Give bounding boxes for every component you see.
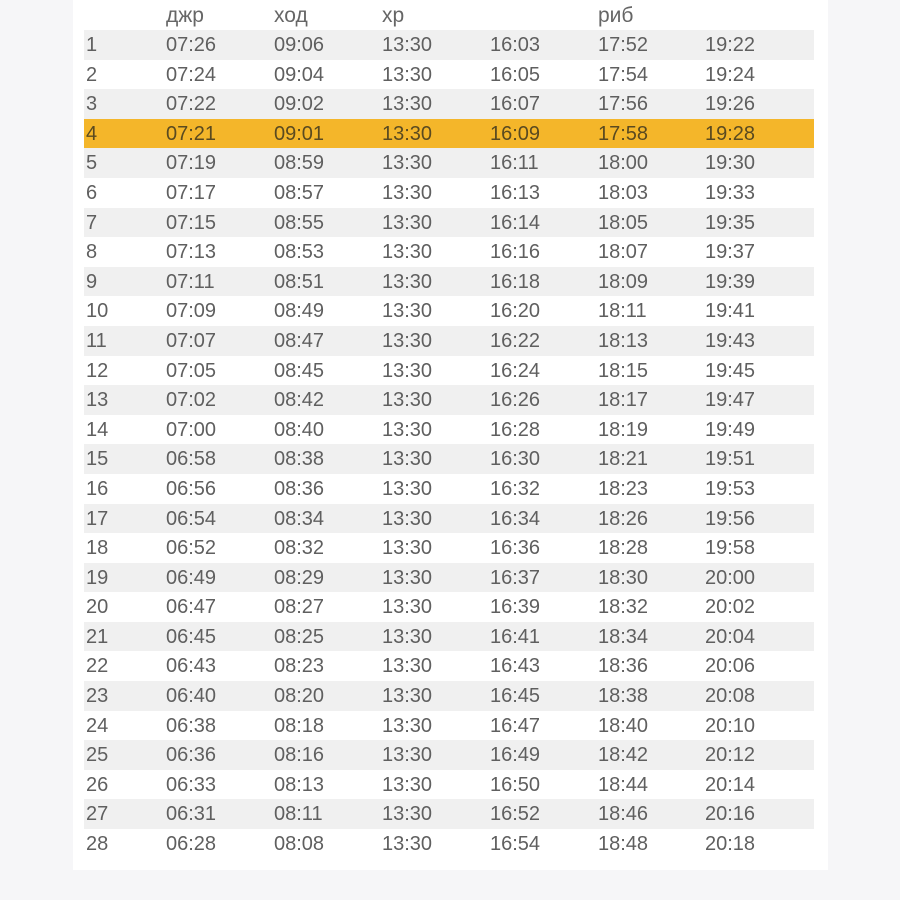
time-cell: 16:45	[490, 685, 541, 708]
time-cell: 13:30	[382, 211, 433, 234]
time-cell: 16:14	[490, 211, 541, 234]
time-cell: 13:30	[382, 477, 433, 500]
day-cell: 13	[86, 389, 109, 412]
time-cell: 18:07	[598, 241, 649, 264]
time-cell: 20:14	[705, 773, 756, 796]
time-cell: 08:49	[274, 300, 325, 323]
time-cell: 20:06	[705, 655, 756, 678]
time-cell: 07:26	[166, 34, 217, 56]
table-row	[84, 237, 814, 267]
time-cell: 07:09	[166, 300, 217, 323]
time-cell: 08:08	[274, 833, 325, 856]
time-cell: 18:36	[598, 655, 649, 678]
time-cell: 06:43	[166, 655, 217, 678]
table-row	[84, 592, 814, 622]
time-cell: 06:49	[166, 566, 217, 589]
time-cell: 08:40	[274, 418, 325, 441]
day-cell: 7	[86, 211, 98, 234]
time-cell: 18:32	[598, 596, 649, 619]
table-row	[84, 563, 814, 593]
time-cell: 16:36	[490, 537, 541, 560]
time-cell: 17:56	[598, 93, 649, 116]
time-cell: 08:18	[274, 714, 325, 737]
time-cell: 08:34	[274, 507, 325, 530]
time-cell: 20:02	[705, 596, 756, 619]
time-cell: 13:30	[382, 359, 433, 382]
time-cell: 16:03	[490, 34, 541, 56]
time-cell: 13:30	[382, 448, 433, 471]
time-cell: 16:50	[490, 773, 541, 796]
day-cell: 11	[86, 329, 107, 352]
table-row	[84, 60, 814, 90]
table-row	[84, 740, 814, 770]
time-cell: 08:45	[274, 359, 325, 382]
time-cell: 08:25	[274, 625, 325, 648]
day-cell: 12	[86, 359, 109, 382]
table-row	[84, 829, 814, 859]
header-col1: джр	[166, 4, 204, 27]
time-cell: 07:21	[166, 122, 217, 145]
time-cell: 16:13	[490, 181, 541, 204]
time-cell: 18:40	[598, 714, 649, 737]
time-cell: 06:36	[166, 744, 217, 767]
day-cell: 18	[86, 537, 109, 560]
time-cell: 18:03	[598, 181, 649, 204]
time-cell: 06:47	[166, 596, 217, 619]
time-cell: 13:30	[382, 833, 433, 856]
time-cell: 13:30	[382, 714, 433, 737]
day-cell: 26	[86, 773, 109, 796]
time-cell: 16:39	[490, 596, 541, 619]
time-cell: 13:30	[382, 329, 433, 352]
table-row	[84, 178, 814, 208]
time-cell: 07:05	[166, 359, 217, 382]
table-row	[84, 533, 814, 563]
table-row	[84, 89, 814, 119]
time-cell: 19:37	[705, 241, 756, 264]
table-row	[84, 799, 814, 829]
time-cell: 13:30	[382, 300, 433, 323]
time-cell: 13:30	[382, 152, 433, 175]
time-cell: 19:26	[705, 93, 756, 116]
time-cell: 19:49	[705, 418, 756, 441]
time-cell: 07:00	[166, 418, 217, 441]
time-cell: 09:06	[274, 34, 325, 56]
time-cell: 16:16	[490, 241, 541, 264]
time-cell: 18:11	[598, 300, 647, 323]
time-cell: 16:37	[490, 566, 541, 589]
time-cell: 13:30	[382, 270, 433, 293]
time-cell: 20:04	[705, 625, 756, 648]
time-cell: 19:28	[705, 122, 756, 145]
day-cell: 22	[86, 655, 109, 678]
table-row	[84, 681, 814, 711]
header-col3: хр	[382, 4, 405, 27]
table-row	[84, 326, 814, 356]
time-cell: 07:24	[166, 63, 217, 86]
day-cell: 2	[86, 63, 98, 86]
time-cell: 20:08	[705, 685, 756, 708]
table-header	[84, 0, 814, 30]
table-row	[84, 385, 814, 415]
table-row	[84, 651, 814, 681]
day-cell: 9	[86, 270, 98, 293]
time-cell: 08:11	[274, 803, 323, 826]
time-cell: 13:30	[382, 744, 433, 767]
time-cell: 19:56	[705, 507, 756, 530]
time-cell: 06:45	[166, 625, 217, 648]
time-cell: 09:02	[274, 93, 325, 116]
time-cell: 06:52	[166, 537, 217, 560]
time-cell: 18:44	[598, 773, 649, 796]
time-cell: 18:34	[598, 625, 649, 648]
time-cell: 07:15	[166, 211, 217, 234]
time-cell: 18:19	[598, 418, 649, 441]
time-cell: 19:43	[705, 329, 756, 352]
table-row	[84, 267, 814, 297]
time-cell: 18:15	[598, 359, 649, 382]
time-cell: 16:47	[490, 714, 541, 737]
time-cell: 19:51	[705, 448, 756, 471]
time-cell: 19:35	[705, 211, 756, 234]
time-cell: 18:38	[598, 685, 649, 708]
time-cell: 06:31	[166, 803, 217, 826]
table-body	[84, 30, 814, 859]
table-row	[84, 415, 814, 445]
table-row	[84, 770, 814, 800]
time-cell: 13:30	[382, 803, 433, 826]
time-cell: 16:49	[490, 744, 541, 767]
time-cell: 06:40	[166, 685, 217, 708]
time-cell: 20:12	[705, 744, 756, 767]
table-row	[84, 711, 814, 741]
day-cell: 5	[86, 152, 98, 175]
time-cell: 07:07	[166, 329, 217, 352]
time-cell: 13:30	[382, 625, 433, 648]
time-cell: 09:04	[274, 63, 325, 86]
time-cell: 13:30	[382, 566, 433, 589]
time-cell: 16:34	[490, 507, 541, 530]
day-cell: 6	[86, 181, 98, 204]
table-row-current	[84, 119, 814, 149]
time-cell: 08:59	[274, 152, 325, 175]
table-row	[84, 356, 814, 386]
table-row	[84, 30, 814, 60]
time-cell: 06:38	[166, 714, 217, 737]
time-cell: 19:24	[705, 63, 756, 86]
time-cell: 18:21	[598, 448, 649, 471]
time-cell: 16:52	[490, 803, 541, 826]
time-cell: 09:01	[274, 122, 325, 145]
time-cell: 13:30	[382, 93, 433, 116]
time-cell: 19:22	[705, 34, 756, 56]
time-cell: 18:00	[598, 152, 649, 175]
time-cell: 17:58	[598, 122, 649, 145]
time-cell: 20:16	[705, 803, 756, 826]
time-cell: 13:30	[382, 507, 433, 530]
time-cell: 16:05	[490, 63, 541, 86]
prayer-timetable	[84, 0, 814, 859]
time-cell: 16:07	[490, 93, 541, 116]
table-row	[84, 148, 814, 178]
time-cell: 17:52	[598, 34, 649, 56]
time-cell: 08:13	[274, 773, 325, 796]
time-cell: 13:30	[382, 34, 433, 56]
time-cell: 08:42	[274, 389, 325, 412]
time-cell: 16:24	[490, 359, 541, 382]
time-cell: 08:47	[274, 329, 325, 352]
header-col2: ход	[274, 4, 308, 27]
time-cell: 19:53	[705, 477, 756, 500]
time-cell: 08:51	[274, 270, 325, 293]
table-row	[84, 622, 814, 652]
time-cell: 20:18	[705, 833, 756, 856]
header-col5: риб	[598, 4, 634, 27]
time-cell: 18:09	[598, 270, 649, 293]
time-cell: 18:13	[598, 329, 649, 352]
table-row	[84, 444, 814, 474]
time-cell: 08:27	[274, 596, 325, 619]
time-cell: 06:28	[166, 833, 217, 856]
time-cell: 16:43	[490, 655, 541, 678]
time-cell: 16:26	[490, 389, 541, 412]
time-cell: 13:30	[382, 389, 433, 412]
day-cell: 8	[86, 241, 98, 264]
time-cell: 19:41	[705, 300, 756, 323]
time-cell: 08:23	[274, 655, 325, 678]
time-cell: 13:30	[382, 418, 433, 441]
day-cell: 4	[86, 122, 98, 145]
day-cell: 24	[86, 714, 109, 737]
time-cell: 13:30	[382, 241, 433, 264]
time-cell: 18:26	[598, 507, 649, 530]
time-cell: 08:53	[274, 241, 325, 264]
time-cell: 17:54	[598, 63, 649, 86]
day-cell: 19	[86, 566, 109, 589]
time-cell: 13:30	[382, 122, 433, 145]
time-cell: 08:16	[274, 744, 325, 767]
time-cell: 13:30	[382, 63, 433, 86]
time-cell: 13:30	[382, 537, 433, 560]
time-cell: 16:09	[490, 122, 541, 145]
time-cell: 18:28	[598, 537, 649, 560]
time-cell: 20:00	[705, 566, 756, 589]
table-row	[84, 474, 814, 504]
table-row	[84, 296, 814, 326]
time-cell: 16:11	[490, 152, 539, 175]
time-cell: 18:17	[598, 389, 649, 412]
time-cell: 16:54	[490, 833, 541, 856]
day-cell: 17	[86, 507, 109, 530]
time-cell: 06:58	[166, 448, 217, 471]
time-cell: 08:29	[274, 566, 325, 589]
time-cell: 06:33	[166, 773, 217, 796]
time-cell: 13:30	[382, 596, 433, 619]
time-cell: 16:22	[490, 329, 541, 352]
day-cell: 1	[86, 34, 98, 56]
time-cell: 08:38	[274, 448, 325, 471]
time-cell: 16:30	[490, 448, 541, 471]
time-cell: 06:54	[166, 507, 217, 530]
day-cell: 10	[86, 300, 109, 323]
day-cell: 27	[86, 803, 109, 826]
table-row	[84, 504, 814, 534]
time-cell: 20:10	[705, 714, 756, 737]
day-cell: 21	[86, 625, 109, 648]
time-cell: 08:36	[274, 477, 325, 500]
time-cell: 18:42	[598, 744, 649, 767]
time-cell: 13:30	[382, 773, 433, 796]
time-cell: 18:46	[598, 803, 649, 826]
time-cell: 19:30	[705, 152, 756, 175]
day-cell: 23	[86, 685, 109, 708]
time-cell: 16:20	[490, 300, 541, 323]
time-cell: 19:39	[705, 270, 756, 293]
time-cell: 16:28	[490, 418, 541, 441]
time-cell: 08:57	[274, 181, 325, 204]
time-cell: 18:30	[598, 566, 649, 589]
time-cell: 13:30	[382, 181, 433, 204]
time-cell: 19:45	[705, 359, 756, 382]
time-cell: 16:41	[490, 625, 541, 648]
time-cell: 19:47	[705, 389, 756, 412]
day-cell: 28	[86, 833, 109, 856]
time-cell: 19:33	[705, 181, 756, 204]
time-cell: 13:30	[382, 655, 433, 678]
time-cell: 07:02	[166, 389, 217, 412]
day-cell: 25	[86, 744, 109, 767]
time-cell: 07:19	[166, 152, 217, 175]
time-cell: 18:23	[598, 477, 649, 500]
time-cell: 07:22	[166, 93, 217, 116]
time-cell: 07:11	[166, 270, 215, 293]
time-cell: 16:18	[490, 270, 541, 293]
day-cell: 3	[86, 93, 98, 116]
day-cell: 16	[86, 477, 109, 500]
time-cell: 08:20	[274, 685, 325, 708]
time-cell: 16:32	[490, 477, 541, 500]
time-cell: 19:58	[705, 537, 756, 560]
time-cell: 13:30	[382, 685, 433, 708]
time-cell: 06:56	[166, 477, 217, 500]
time-cell: 18:48	[598, 833, 649, 856]
time-cell: 07:13	[166, 241, 217, 264]
day-cell: 20	[86, 596, 109, 619]
day-cell: 14	[86, 418, 109, 441]
table-row	[84, 208, 814, 238]
time-cell: 08:32	[274, 537, 325, 560]
time-cell: 07:17	[166, 181, 217, 204]
time-cell: 08:55	[274, 211, 325, 234]
day-cell: 15	[86, 448, 109, 471]
time-cell: 18:05	[598, 211, 649, 234]
